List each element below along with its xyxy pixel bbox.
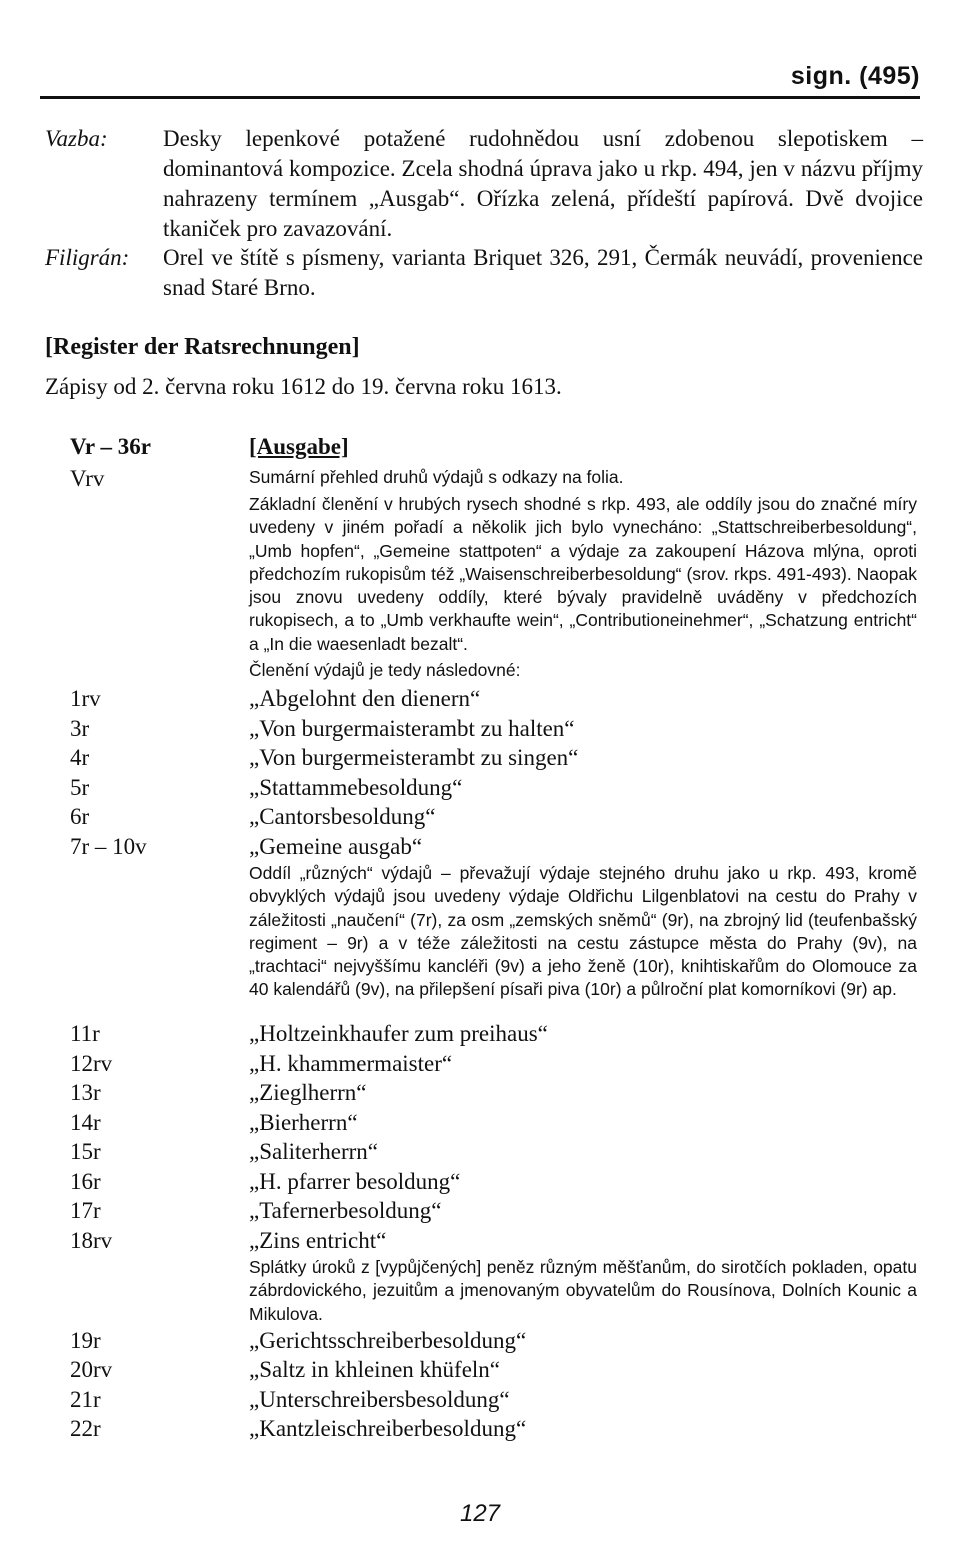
zins-entricht-note: Splátky úroků z [vypůjčených] peněz různým měšťanům, do sirotčích pokladen, opatu zábrdovického, jezuitům a jmenovaným obyvatelům do Rousínova, Dolních Kounic a Mikulova. <box>249 1257 917 1324</box>
entry-folio: 3r <box>70 716 90 741</box>
entry-folio: 15r <box>70 1139 101 1164</box>
entry-folio: 13r <box>70 1080 101 1105</box>
entry-folio: 18rv <box>70 1228 113 1253</box>
register-dates: Zápisy od 2. června roku 1612 do 19. června roku 1613. <box>45 374 562 399</box>
entry-folio: 22r <box>70 1416 101 1441</box>
gemeine-ausgab-note: Oddíl „různých“ výdajů – převažují výdaje stejného druhu jako u rkp. 493, kromě obvyklých výdajů jsou uvedeny výdaje Oldřichu Lilgenblatovi na cestu do Prahy v záležitosti „naučení“ (7r), za osm „zemských sněmů“ (9r), na zbrojný lid (teufenbašský regiment – 9r) a v téže záležitosti na cestu zástupce města do Prahy (9v), na „trachtaci“ nejvyššímu kancléři (9v) a jeho ženě (10r), knihtiskařům do Olomouce za 40 kalendářů (9v), na přilepšení písaři piva (10r) a půlroční plat komorníkovi (9r) ap. <box>249 863 917 1000</box>
signature-label: sign. (495) <box>790 62 920 90</box>
summary-folio: Vrv <box>70 466 105 491</box>
entry-folio: 7r – 10v <box>70 834 147 859</box>
entry-title: „Unterschreibersbesoldung“ <box>249 1387 510 1412</box>
page-number: 127 <box>459 1500 501 1527</box>
entry-title: „Tafernerbesoldung“ <box>249 1198 442 1223</box>
entry-title: „Gerichtsschreiberbesoldung“ <box>249 1328 527 1353</box>
summary-note: Sumární přehled druhů výdajů s odkazy na folia. <box>249 467 624 487</box>
entry-title: „Bierherrn“ <box>249 1110 358 1135</box>
entry-folio: 5r <box>70 775 90 800</box>
entry-title: „Zieglherrn“ <box>249 1080 367 1105</box>
entry-folio: 20rv <box>70 1357 113 1382</box>
register-heading: [Register der Ratsrechnungen] <box>45 334 360 360</box>
entry-folio: 16r <box>70 1169 101 1194</box>
section-title: [Ausgabe] <box>249 434 349 459</box>
entry-title: „Stattammebesoldung“ <box>249 775 463 800</box>
entry-folio: 12rv <box>70 1051 113 1076</box>
entry-title: „Von burgermeisterambt zu singen“ <box>249 745 579 770</box>
entry-title: „H. pfarrer besoldung“ <box>249 1169 461 1194</box>
entry-title: „Saliterherrn“ <box>249 1139 378 1164</box>
entry-folio: 4r <box>70 745 90 770</box>
page-header <box>40 62 920 102</box>
entry-title: „Zins entricht“ <box>249 1228 387 1253</box>
entry-title: „H. khammermaister“ <box>249 1051 453 1076</box>
watermark-text: Orel ve štítě s písmeny, varianta Briquet 326, 291, Čermák neuvádí, provenience snad Staré Brno. <box>163 245 923 300</box>
binding-text: Desky lepenkové potažené rudohnědou usní zdobenou slepotiskem – dominantová kompozice. Zcela shodná úprava jako u rkp. 494, jen v názvu příjmy nahrazeny termínem „Ausgab“. Ořízka zelená, přídeští papírová. Dvě dvojice tkaniček pro zavazování. <box>163 126 923 241</box>
entry-title: „Cantorsbesoldung“ <box>249 804 436 829</box>
entry-title: „Gemeine ausgab“ <box>249 834 423 859</box>
intro-note: Základní členění v hrubých rysech shodné s rkp. 493, ale oddíly jsou do značné míry uvedeny v jiném pořadí a několik jich bylo vynecháno: „Stattschreiberbesoldung“, „Umb hopfen“, „Gemeine stattpoten“ a výdaje za zakoupení Házova mlýna, oproti předchozím rukopisům též „Waisenschreiberbesoldung“ (srov. rkps. 491-493). Naopak jsou znovu uvedeny oddíly, které bývaly pravidelně uváděny v předchozích rukopisech, a to „Umb verkhaufte wein“, „Contributioneinehmer“, „Schatzung entricht“ a „In die waesenladt bezalt“. <box>249 494 917 654</box>
entry-title: „Saltz in khleinen khüfeln“ <box>249 1357 501 1382</box>
binding-label: Vazba: <box>45 126 108 151</box>
header-rule <box>40 96 920 99</box>
watermark-label: Filigrán: <box>45 245 130 270</box>
entry-folio: 19r <box>70 1328 101 1353</box>
division-line: Členění výdajů je tedy následovné: <box>249 660 521 680</box>
entry-folio: 14r <box>70 1110 101 1135</box>
entry-folio: 21r <box>70 1387 101 1412</box>
entry-title: „Holtzeinkhaufer zum preihaus“ <box>249 1021 548 1046</box>
entry-folio: 17r <box>70 1198 101 1223</box>
entry-title: „Kantzleischreiberbesoldung“ <box>249 1416 527 1441</box>
entry-title: „Abgelohnt den dienern“ <box>249 686 481 711</box>
entry-title: „Von burgermaisterambt zu halten“ <box>249 716 575 741</box>
entry-folio: 6r <box>70 804 90 829</box>
entry-folio: 11r <box>70 1021 100 1046</box>
entry-folio: 1rv <box>70 686 101 711</box>
section-folio: Vr – 36r <box>70 434 151 459</box>
